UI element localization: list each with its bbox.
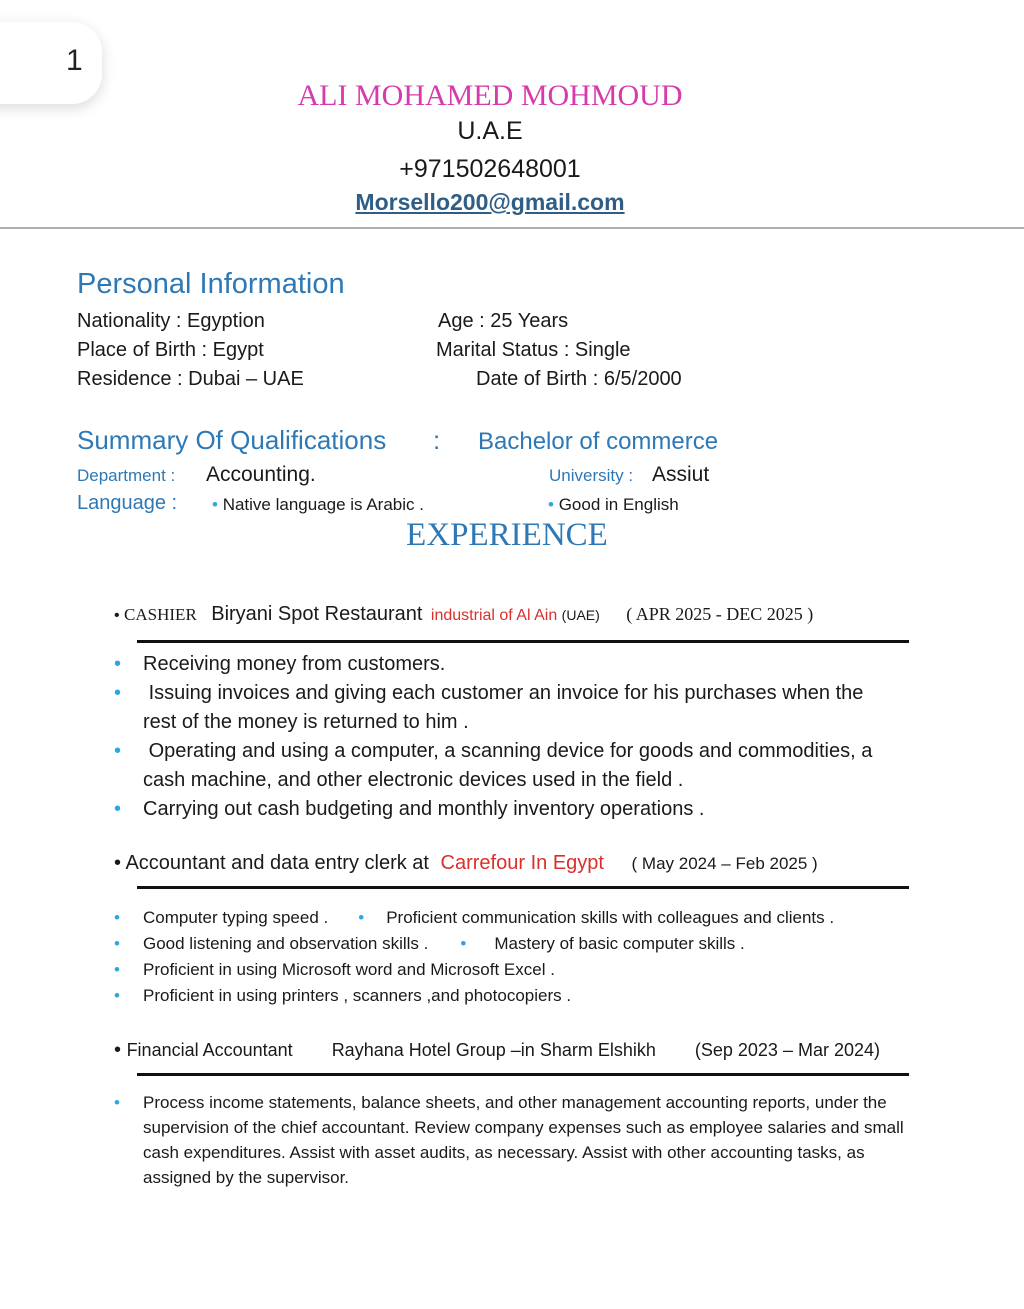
bullet-icon: •	[114, 1093, 120, 1112]
email-link[interactable]: Morsello200@gmail.com	[355, 189, 625, 215]
bullet-icon: •	[114, 740, 122, 762]
company: Carrefour In Egypt	[440, 852, 604, 874]
job-header	[114, 603, 813, 626]
list-item: • Operating and using a computer, a scanning device for goods and commodities, a cash machine, and other electronic devices used in the field .	[114, 737, 894, 795]
job-divider	[137, 1073, 909, 1076]
job-title: Accountant and data entry clerk at	[125, 852, 429, 874]
department-value: Accounting.	[206, 463, 316, 486]
bullet-icon: •	[548, 495, 559, 514]
job-bullets	[114, 650, 894, 824]
place-of-birth: Place of Birth : Egypt	[77, 339, 264, 361]
bullet-icon: •	[114, 908, 120, 927]
bullet-icon: •	[114, 607, 125, 624]
bullet-icon: •	[114, 653, 122, 675]
bullet-icon: •	[358, 908, 365, 927]
degree: Bachelor of commerce	[478, 428, 719, 455]
company: Biryani Spot Restaurant	[211, 603, 423, 625]
bullet-icon: •	[114, 934, 120, 953]
bullet-icon: •	[114, 852, 126, 874]
job-dates: (Sep 2023 – Mar 2024)	[694, 1040, 880, 1060]
residence: Residence : Dubai – UAE	[77, 368, 304, 390]
job-title: CASHIER	[124, 605, 197, 624]
list-item: • Carrying out cash budgeting and monthly inventory operations .	[114, 795, 894, 824]
bullet-icon: •	[114, 986, 120, 1005]
list-item: • Process income statements, balance sheets, and other management accounting reports, under the supervision of the chief accountant. Review company expenses such as employee salaries and small cash expenditures. Assist with asset audits, as necessary. Assist with other accounting tasks, as assigned by the supervisor.	[114, 1090, 914, 1190]
department-label: Department :	[77, 466, 176, 485]
bullet-icon: •	[460, 934, 467, 953]
university-value: Assiut	[652, 463, 710, 486]
list-item: • Proficient in using Microsoft word and Microsoft Excel .	[114, 957, 914, 983]
job-header	[114, 852, 818, 875]
list-item: • Good listening and observation skills . • Mastery of basic computer skills .	[114, 931, 914, 957]
job-location: industrial of Al Ain	[430, 607, 558, 624]
company: Rayhana Hotel Group –in Sharm Elshikh	[331, 1040, 656, 1060]
language-label: Language :	[77, 492, 178, 514]
bullet-icon: •	[114, 682, 122, 704]
bullet-icon: •	[212, 495, 223, 514]
date-of-birth: Date of Birth : 6/5/2000	[476, 368, 682, 390]
age: Age : 25 Years	[438, 310, 569, 332]
language-item: • Good in English	[548, 495, 679, 514]
job-country: (UAE)	[561, 607, 600, 623]
university-label: University :	[549, 466, 634, 485]
job-divider	[137, 640, 909, 643]
job-dates: ( May 2024 – Feb 2025 )	[631, 854, 818, 873]
location: U.A.E	[457, 117, 523, 145]
bullet-icon: •	[114, 798, 122, 820]
language-item: • Native language is Arabic .	[212, 495, 424, 514]
job-title: Financial Accountant	[126, 1040, 293, 1060]
phone: +971502648001	[399, 155, 581, 183]
job-divider	[137, 886, 909, 889]
bullet-icon: •	[114, 1039, 127, 1061]
nationality: Nationality : Egyption	[77, 310, 265, 332]
list-item: • Computer typing speed . • Proficient communication skills with colleagues and clients .	[114, 905, 914, 931]
qualifications-colon: :	[433, 425, 441, 455]
job-dates: ( APR 2025 - DEC 2025 )	[626, 604, 814, 624]
bullet-icon: •	[114, 960, 120, 979]
marital-status: Marital Status : Single	[436, 339, 631, 361]
list-item: • Receiving money from customers.	[114, 650, 894, 679]
qualifications-heading: Summary Of Qualifications	[77, 425, 387, 455]
candidate-name: ALI MOHAMED MOHMOUD	[297, 79, 683, 112]
personal-info-heading: Personal Information	[77, 268, 345, 300]
job-header	[114, 1039, 880, 1062]
list-item: • Proficient in using printers , scanners ,and photocopiers .	[114, 983, 914, 1009]
job-bullets	[114, 905, 914, 1009]
experience-heading: EXPERIENCE	[406, 517, 608, 553]
page-number: 1	[66, 44, 83, 77]
list-item: • Issuing invoices and giving each customer an invoice for his purchases when the rest of the money is returned to him .	[114, 679, 894, 737]
header-divider	[0, 227, 1024, 229]
